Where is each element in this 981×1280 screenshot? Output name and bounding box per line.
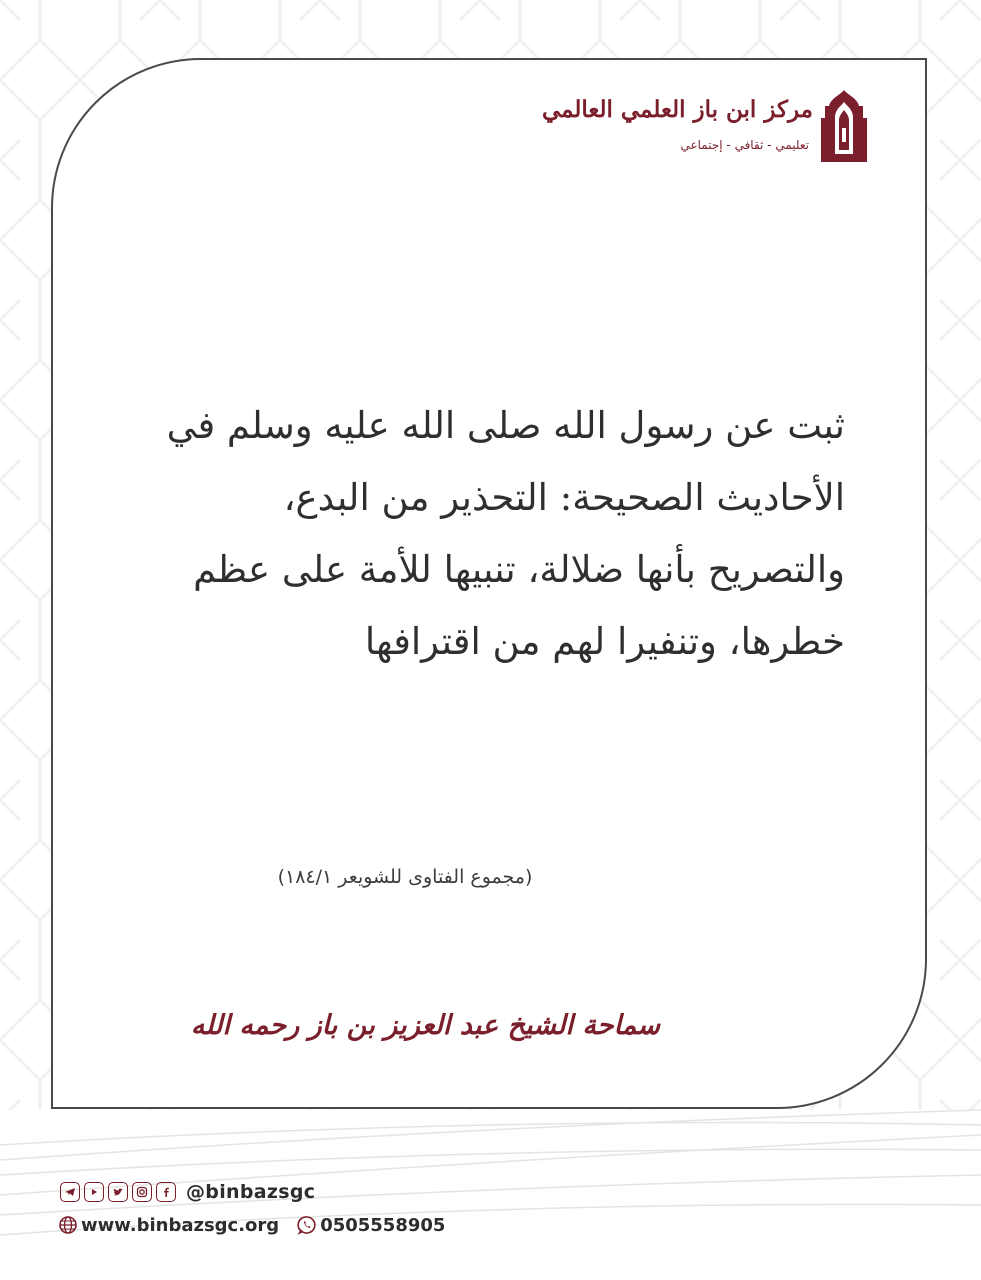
- quote-line: خطرها، وتنفيرا لهم من اقترافها: [364, 620, 845, 663]
- social-handle[interactable]: @binbazsgc: [186, 1181, 316, 1203]
- phone-number[interactable]: 0505558905: [320, 1214, 446, 1236]
- logo-tagline: تعليمي - ثقافي - إجتماعي: [680, 138, 809, 152]
- source-citation: (مجموع الفتاوى للشويعر ١٨٤/١): [277, 866, 533, 888]
- logo: [541, 88, 869, 172]
- signature-calligraphy: سماحة الشيخ عبد العزيز بن باز رحمه الله: [190, 1010, 660, 1041]
- quote-line: والتصريح بأنها ضلالة، تنبيها للأمة على عظم: [193, 548, 845, 591]
- website-link[interactable]: www.binbazsgc.org: [81, 1214, 280, 1236]
- social-links: [60, 1180, 315, 1204]
- globe-icon: [58, 1215, 78, 1235]
- logo-name: مركز ابن باز العلمي العالمي: [541, 96, 813, 123]
- whatsapp-icon: [297, 1215, 317, 1235]
- contact-info: [58, 1212, 445, 1238]
- quote-line: ثبت عن رسول الله صلى الله عليه وسلم في: [166, 404, 845, 447]
- youtube-icon[interactable]: [84, 1182, 104, 1202]
- quote-line: الأحاديث الصحيحة: التحذير من البدع،: [283, 476, 845, 519]
- mosque-logo-icon: [819, 88, 869, 164]
- telegram-icon[interactable]: [60, 1182, 80, 1202]
- twitter-icon[interactable]: [108, 1182, 128, 1202]
- instagram-icon[interactable]: [132, 1182, 152, 1202]
- facebook-icon[interactable]: [156, 1182, 176, 1202]
- quote-text: [110, 390, 845, 678]
